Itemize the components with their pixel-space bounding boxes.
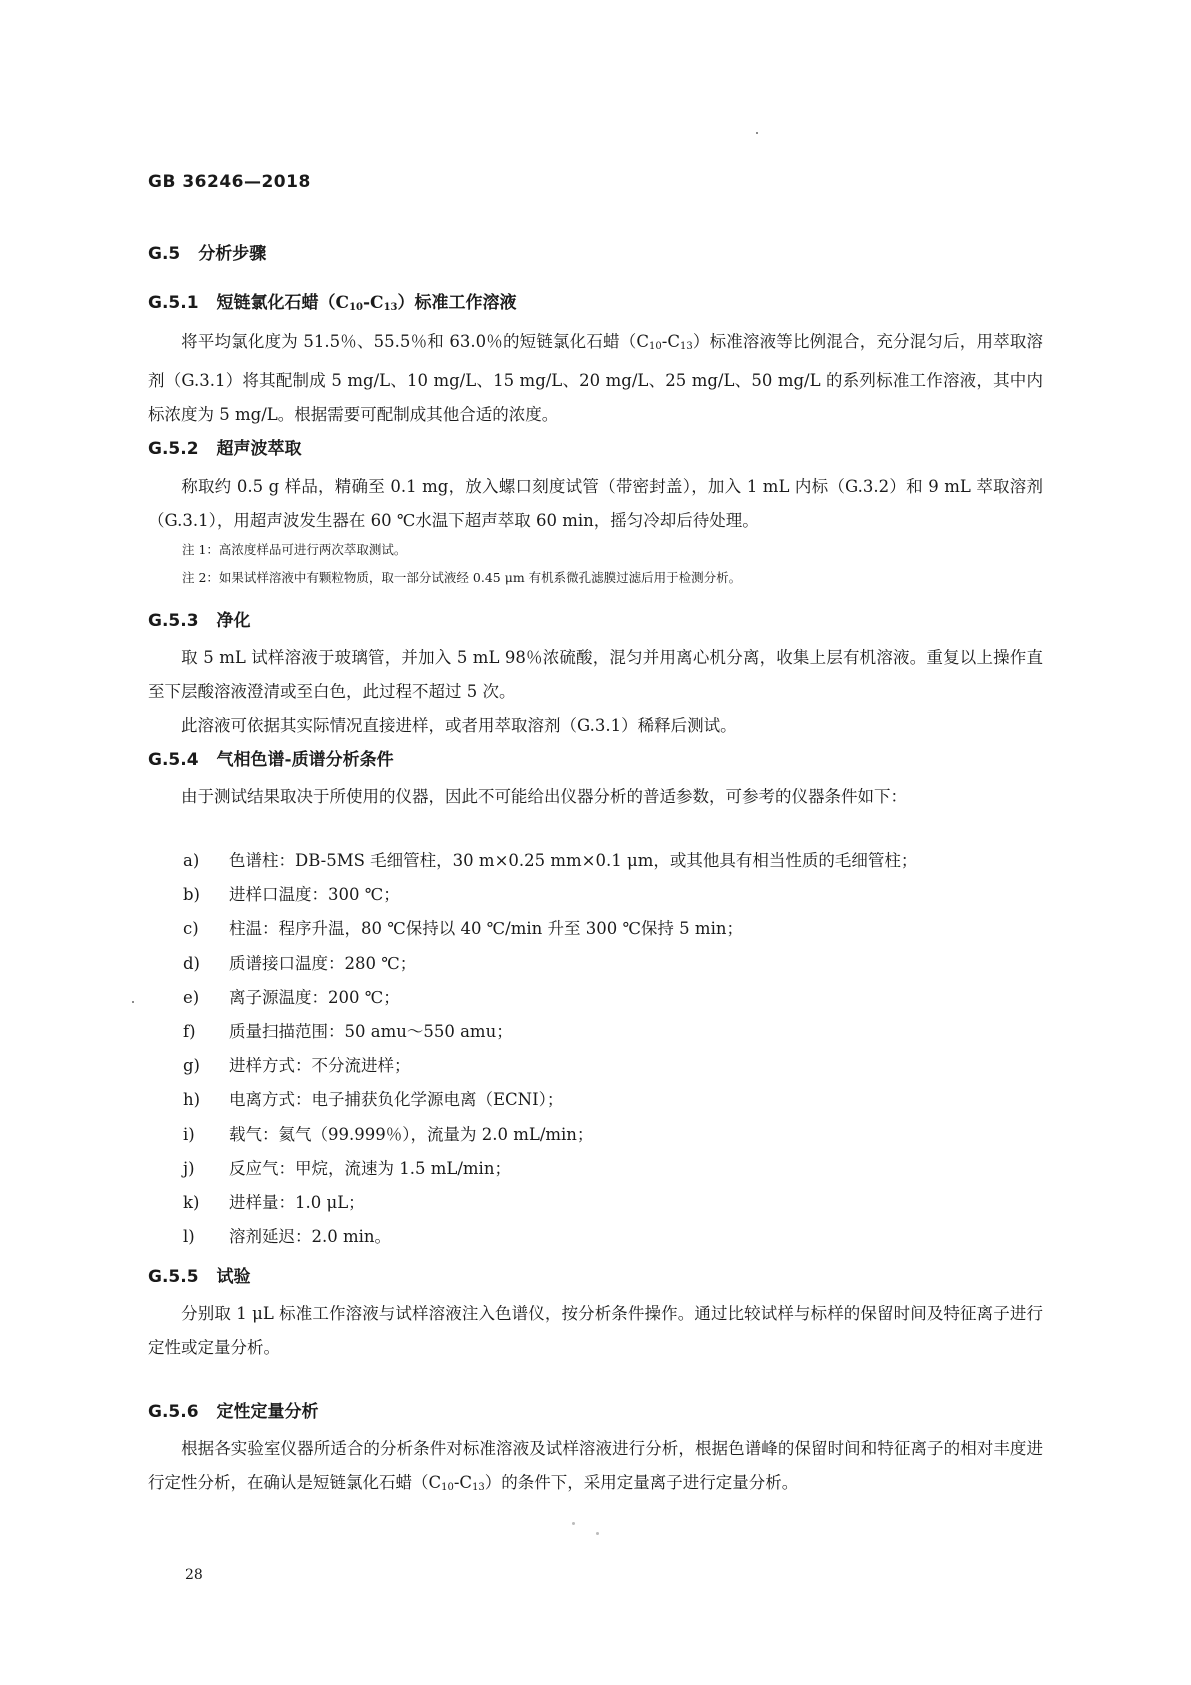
list-item-text: 柱温：程序升温，80 ℃保持以 40 ℃/min 升至 300 ℃保持 5 min；: [229, 919, 743, 939]
paragraph-text: 取 5 mL 试样溶液于玻璃管，并加入 5 mL 98％浓硫酸，混匀并用离心机分离，收集上层有机溶液。重复以上操作直至下层酸溶液澄清或至白色，此过程不超过 5 次。: [148, 648, 1043, 701]
list-item-text: 反应气：甲烷，流速为 1.5 mL/min；: [229, 1158, 511, 1178]
paragraph-text: 称取约 0.5 g 样品，精确至 0.1 mg，放入螺口刻度试管（带密封盖），加入 1 mL 内标（G.3.2）和 9 mL 萃取溶剂（G.3.1），用超声波发生器在 60 ℃水温下超声萃取 60 min，摇匀冷却后待处理。: [148, 477, 1043, 530]
heading-text: ）标准工作溶液: [397, 293, 517, 313]
subscript: 10: [649, 341, 662, 352]
subscript: 10: [349, 302, 363, 313]
heading-number: G.5.2: [148, 439, 199, 459]
heading-number: G.5.6: [148, 1402, 199, 1422]
list-marker: i): [183, 1124, 195, 1144]
scan-speck: [596, 1532, 599, 1535]
heading-g-5-5: [148, 1262, 251, 1287]
paragraph-text: -C: [661, 332, 680, 351]
paragraph-text: 由于测试结果取决于所使用的仪器，因此不可能给出仪器分析的普适参数，可参考的仪器条件如下：: [181, 787, 907, 806]
section-number: G.5: [148, 244, 181, 264]
paragraph-g-5-5: [148, 1297, 1043, 1365]
scan-speck: [572, 1522, 575, 1525]
paragraph-g-5-3-b: [148, 709, 1043, 743]
list-item-text: 进样方式：不分流进样；: [229, 1056, 411, 1076]
heading-g-5-2: [148, 434, 302, 459]
heading-text: 试验: [216, 1267, 251, 1287]
list-item: [183, 1015, 917, 1049]
heading-number: G.5.3: [148, 611, 199, 631]
scan-speck: [756, 132, 758, 134]
list-marker: f): [183, 1021, 196, 1041]
list-item-text: 载气：氦气（99.999％），流量为 2.0 mL/min；: [229, 1124, 594, 1144]
heading-text: 短链氯化石蜡（C: [216, 293, 350, 313]
subscript: 13: [472, 1482, 485, 1493]
list-item: [183, 1220, 917, 1254]
subscript: 13: [679, 341, 693, 352]
heading-text: 超声波萃取: [216, 439, 302, 459]
heading-text: 定性定量分析: [216, 1402, 319, 1422]
list-marker: h): [183, 1090, 201, 1110]
list-item-text: 溶剂延迟：2.0 min。: [229, 1227, 392, 1247]
list-marker: d): [183, 953, 200, 973]
paragraph-text: ）的条件下，采用定量离子进行定量分析。: [484, 1473, 799, 1492]
list-marker: l): [183, 1227, 195, 1247]
list-item: [183, 947, 917, 981]
list-item-text: 离子源温度：200 ℃；: [229, 987, 400, 1007]
heading-number: G.5.4: [148, 750, 199, 770]
list-item: [183, 981, 917, 1015]
scan-speck: [132, 1001, 134, 1003]
list-item-text: 质量扫描范围：50 amu～550 amu；: [229, 1021, 513, 1041]
list-item-text: 电离方式：电子捕获负化学源电离（ECNI）；: [229, 1090, 564, 1110]
paragraph-g-5-1: [148, 325, 1043, 432]
list-item-text: 质谱接口温度：280 ℃；: [229, 953, 417, 973]
page-number: 28: [185, 1567, 203, 1583]
paragraph-g-5-4-intro: [148, 780, 1043, 814]
list-item: [183, 878, 917, 912]
heading-number: G.5.1: [148, 293, 199, 313]
list-marker: b): [183, 885, 200, 905]
note-1: 注 1：高浓度样品可进行两次萃取测试。: [182, 542, 407, 557]
standard-code: GB 36246—2018: [148, 172, 311, 192]
condition-list: [183, 844, 917, 1254]
note-2: 注 2：如果试样溶液中有颗粒物质，取一部分试液经 0.45 μm 有机系微孔滤膜过滤后用于检测分析。: [182, 570, 742, 585]
heading-text: -C: [362, 293, 384, 313]
list-item-text: 进样口温度：300 ℃；: [229, 885, 400, 905]
paragraph-g-5-3-a: [148, 641, 1043, 709]
paragraph-text: 根据各实验室仪器所适合的分析条件对标准溶液及试样溶液进行分析，根据色谱峰的保留时间和特征离子的相对丰度进行定性分析，在确认是短链氯化石蜡（C: [148, 1439, 1043, 1492]
list-marker: a): [183, 851, 200, 870]
list-marker: c): [183, 919, 199, 939]
list-item: [183, 1083, 917, 1117]
list-marker: g): [183, 1056, 200, 1076]
paragraph-text: ）标准溶液等比例混合，充分混匀后，用萃取溶剂（G.3.1）将其配制成 5 mg/L、10 mg/L、15 mg/L、20 mg/L、25 mg/L、50 mg/L 的系列标准工作溶液，其中内标浓度为 5 mg/L。根据需要可配制成其他合适的浓度。: [148, 332, 1043, 424]
paragraph-text: 将平均氯化度为 51.5％、55.5％和 63.0％的短链氯化石蜡（C: [181, 332, 650, 351]
list-marker: j): [183, 1158, 195, 1178]
paragraph-text: 此溶液可依据其实际情况直接进样，或者用萃取溶剂（G.3.1）稀释后测试。: [181, 716, 737, 735]
list-item: [183, 844, 917, 878]
list-item: [183, 1186, 917, 1220]
list-marker: e): [183, 987, 200, 1007]
heading-number: G.5.5: [148, 1267, 199, 1287]
subscript: 10: [441, 1482, 454, 1493]
paragraph-g-5-2: [148, 470, 1043, 538]
list-item: [183, 912, 917, 946]
list-item-text: 进样量：1.0 μL；: [229, 1192, 365, 1212]
paragraph-text: -C: [453, 1473, 473, 1492]
heading-text: 净化: [216, 611, 251, 631]
list-marker: k): [183, 1192, 200, 1212]
paragraph-g-5-6: [148, 1432, 1043, 1505]
list-item: [183, 1049, 917, 1083]
paragraph-text: 分别取 1 μL 标准工作溶液与试样溶液注入色谱仪，按分析条件操作。通过比较试样与标样的保留时间及特征离子进行定性或定量分析。: [148, 1304, 1043, 1357]
heading-text: 气相色谱-质谱分析条件: [216, 750, 394, 770]
section-heading: [148, 239, 266, 264]
list-item: [183, 1152, 917, 1186]
heading-g-5-6: [148, 1397, 319, 1422]
section-title: 分析步骤: [198, 244, 267, 264]
list-item-text: 色谱柱：DB-5MS 毛细管柱，30 m×0.25 mm×0.1 μm，或其他具有相当性质的毛细管柱；: [229, 851, 918, 870]
subscript: 13: [383, 302, 398, 313]
heading-g-5-1: [148, 288, 517, 313]
heading-g-5-4: [148, 745, 394, 770]
list-item: [183, 1118, 917, 1152]
heading-g-5-3: [148, 606, 251, 631]
